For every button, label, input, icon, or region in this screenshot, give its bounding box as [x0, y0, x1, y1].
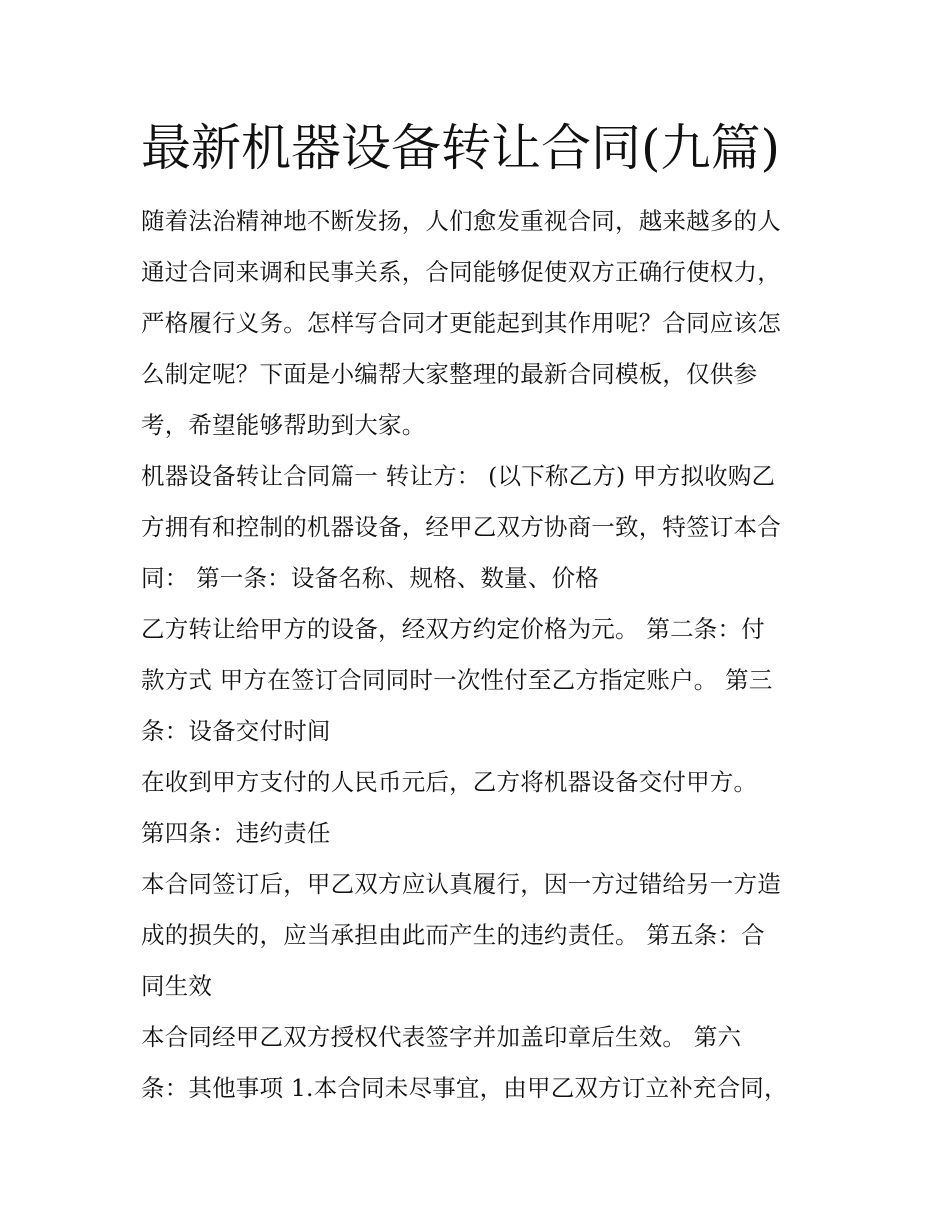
- body-line: 第四条：违约责任: [141, 819, 331, 847]
- body-line: 么制定呢？下面是小编帮大家整理的最新合同模板，仅供参: [141, 360, 758, 388]
- body-line: 通过合同来调和民事关系，合同能够促使双方正确行使权力，: [141, 258, 781, 286]
- body-line: 同生效: [141, 972, 213, 1000]
- body-line: 机器设备转让合同篇一 转让方： (以下称乙方) 甲方拟收购乙: [141, 462, 776, 490]
- body-line: 同： 第一条：设备名称、规格、数量、价格: [141, 564, 599, 592]
- body-line: 本合同签订后，甲乙双方应认真履行，因一方过错给另一方造: [141, 870, 781, 898]
- body-line: 考，希望能够帮助到大家。: [141, 411, 426, 439]
- body-line: 严格履行义务。怎样写合同才更能起到其作用呢？合同应该怎: [141, 309, 781, 337]
- body-line: 随着法治精神地不断发扬，人们愈发重视合同，越来越多的人: [141, 207, 781, 235]
- body-line: 本合同经甲乙双方授权代表签字并加盖印章后生效。 第六: [141, 1023, 742, 1051]
- document-title: 最新机器设备转让合同(九篇): [141, 119, 781, 177]
- body-line: 成的损失的，应当承担由此而产生的违约责任。 第五条：合: [141, 921, 765, 949]
- body-line: 款方式 甲方在签订合同同时一次性付至乙方指定账户。 第三: [141, 666, 773, 694]
- body-line: 条：设备交付时间: [141, 717, 331, 745]
- body-line: 条：其他事项 1.本合同未尽事宜，由甲乙双方订立补充合同，: [141, 1074, 788, 1102]
- document-content: [141, 112, 821, 1114]
- body-line: 在收到甲方支付的人民币元后，乙方将机器设备交付甲方。: [141, 768, 758, 796]
- body-line: 方拥有和控制的机器设备，经甲乙双方协商一致，特签订本合: [141, 513, 781, 541]
- document-body: [141, 196, 821, 1114]
- body-line: 乙方转让给甲方的设备，经双方约定价格为元。 第二条：付: [141, 615, 765, 643]
